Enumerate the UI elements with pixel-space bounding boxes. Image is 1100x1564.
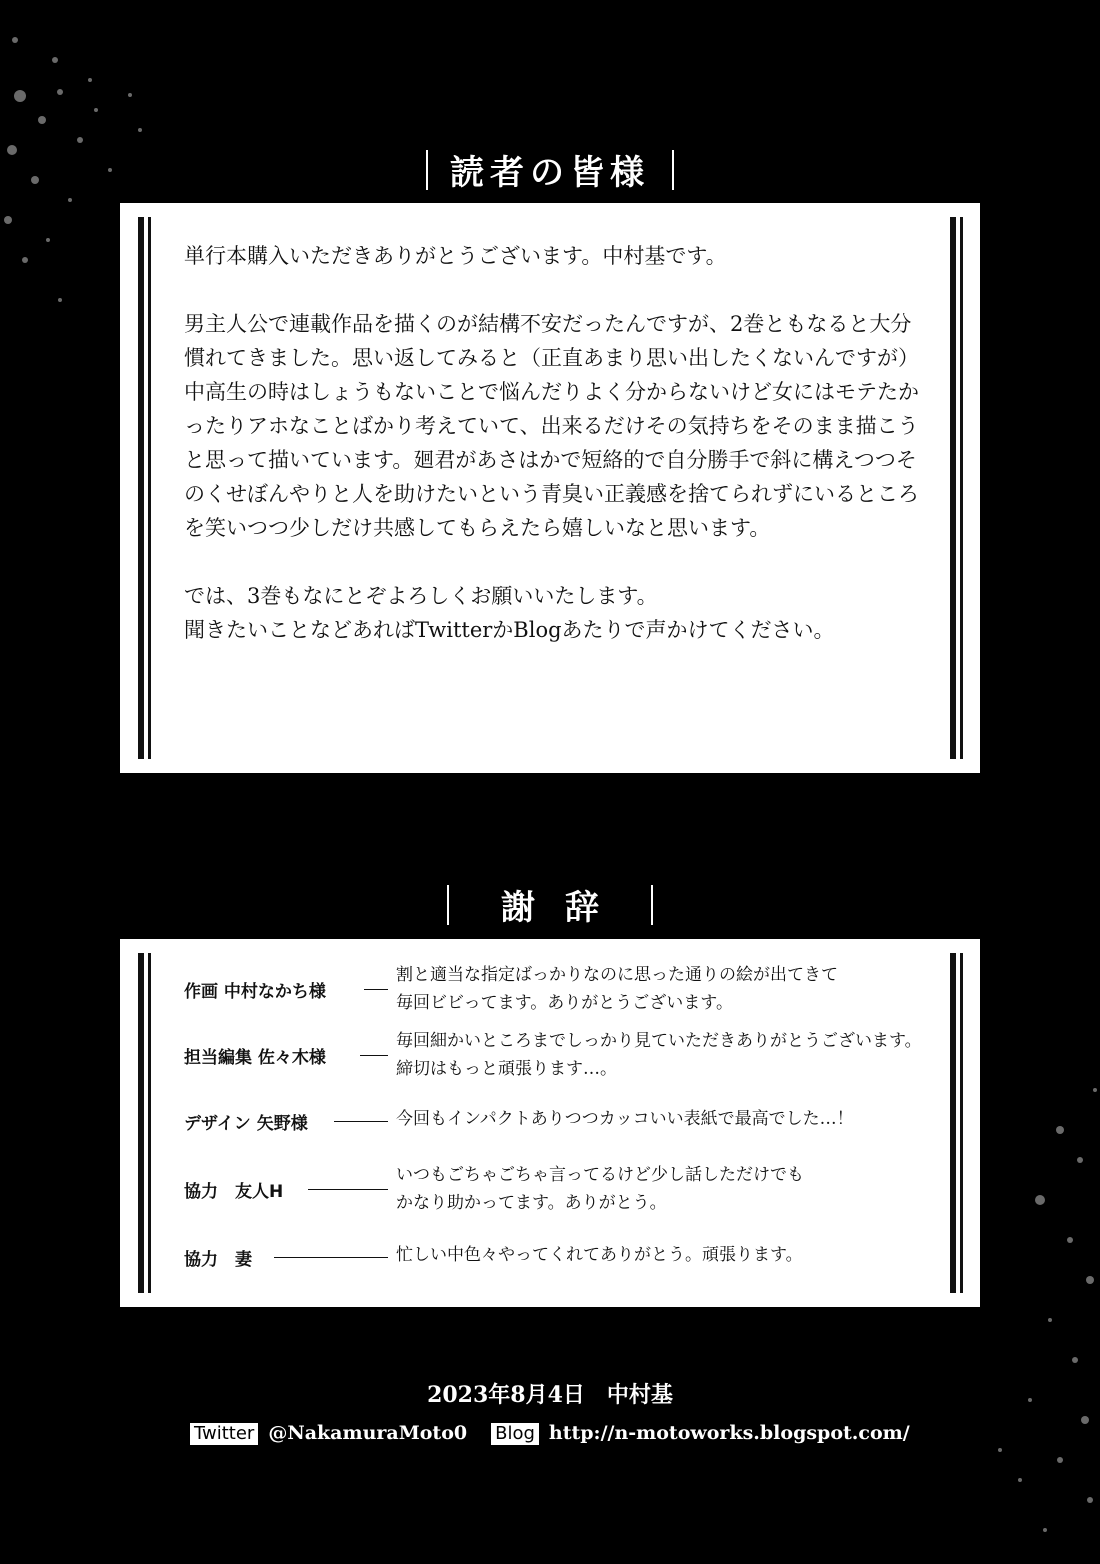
blog-label: Blog bbox=[491, 1423, 539, 1445]
thanks-message: いつもごちゃごちゃ言ってるけど少し話しただけでも bbox=[396, 1165, 804, 1185]
readers-message-panel bbox=[120, 203, 980, 773]
contact-links bbox=[190, 1422, 910, 1445]
signature-date-author: 2023年8月4日 中村基 bbox=[427, 1382, 673, 1408]
letter-closing: では、3巻もなにとぞよろしくお願いいたします。 bbox=[184, 584, 658, 608]
thanks-name: 協力 妻 bbox=[184, 1250, 252, 1270]
blog-url-link[interactable]: http://n-motoworks.blogspot.com/ bbox=[548, 1422, 910, 1444]
twitter-handle-link[interactable]: @NakamuraMoto0 bbox=[268, 1422, 468, 1444]
thanks-message: 今回もインパクトありつつカッコいい表紙で最高でした…！ bbox=[396, 1109, 854, 1129]
letter-greeting: 単行本購入いただきありがとうございます。中村基です。 bbox=[184, 244, 727, 268]
thanks-name: デザイン 矢野様 bbox=[184, 1114, 308, 1134]
heading-bar-left bbox=[426, 150, 428, 190]
thanks-message: かなり助かってます。ありがとう。 bbox=[396, 1193, 667, 1213]
thanks-heading-text: 謝辞 bbox=[501, 888, 629, 928]
letter-main-paragraph: 男主人公で連載作品を描くのが結構不安だったんですが、2巻ともなると大分慣れてきました。思い返してみると（正直あまり思い出したくないんですが）中高生の時はしょうもないことで悩んだりよく分からないけど女にはモテたかったりアホなことばかり考えていて、出来るだけその気持ちをそのまま描こうと思って描いています。廻君があさはかで短絡的で自分勝手で斜に構えつつそのくせぼんやりと人を助けたいという青臭い正義感を捨てられずにいるところを笑いつつ少しだけ共感してもらえたら嬉しいなと思います。 bbox=[184, 312, 919, 540]
thanks-name: 協力 友人H bbox=[184, 1182, 284, 1202]
letter-body bbox=[184, 239, 924, 647]
twitter-label: Twitter bbox=[190, 1423, 258, 1445]
thanks-message: 締切はもっと頑張ります…。 bbox=[396, 1059, 617, 1079]
thanks-message: 毎回細かいところまでしっかり見ていただきありがとうございます。 bbox=[396, 1031, 922, 1051]
readers-heading-text: 読者の皆様 bbox=[450, 153, 650, 193]
thanks-message: 忙しい中色々やってくれてありがとう。頑張ります。 bbox=[396, 1245, 803, 1265]
double-border-left bbox=[138, 953, 156, 1293]
thanks-name: 作画 中村なかち様 bbox=[184, 982, 326, 1002]
thanks-heading bbox=[0, 880, 1100, 929]
readers-heading bbox=[0, 145, 1100, 194]
double-border-left bbox=[138, 217, 156, 759]
thanks-message: 毎回ビビってます。ありがとうございます。 bbox=[396, 993, 733, 1013]
thanks-name: 担当編集 佐々木様 bbox=[184, 1048, 326, 1068]
letter-contact-note: 聞きたいことなどあればTwitterかBlogあたりで声かけてください。 bbox=[184, 618, 835, 642]
heading-bar-right bbox=[672, 150, 674, 190]
thanks-message: 割と適当な指定ばっかりなのに思った通りの絵が出てきて bbox=[396, 965, 838, 985]
heading-bar-left bbox=[447, 885, 449, 925]
heading-bar-right bbox=[651, 885, 653, 925]
double-border-right bbox=[950, 217, 968, 759]
thanks-panel bbox=[120, 939, 980, 1307]
